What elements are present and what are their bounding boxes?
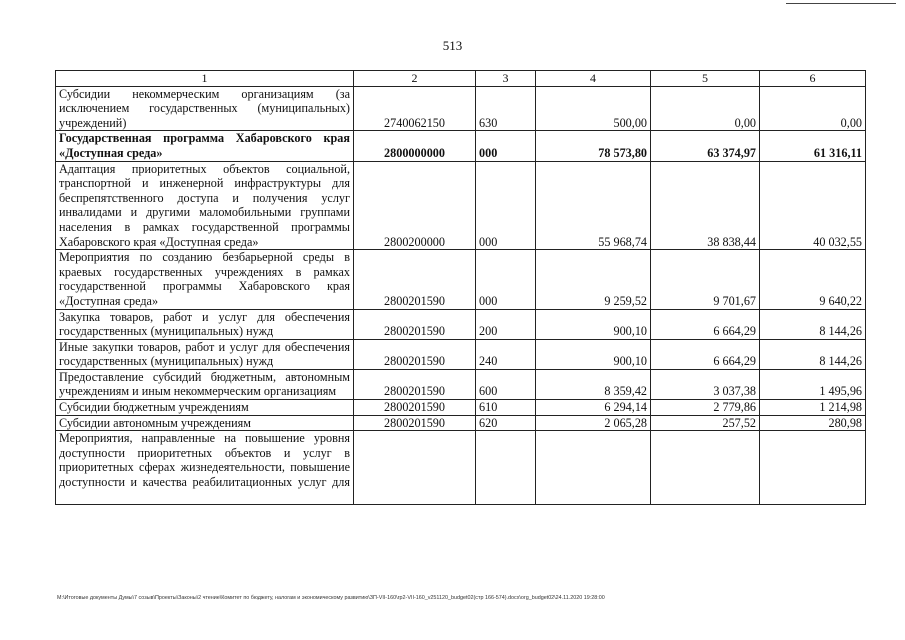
row-value-cell: 1 495,96 [760,369,866,399]
row-code-cell: 2800201590 [354,339,476,369]
row-name-cell: Субсидии некоммерческим организациям (за исключением государственных (муниципальных) учреждений) [56,86,354,131]
row-type-cell: 240 [476,339,536,369]
row-value-cell: 63 374,97 [651,131,760,161]
row-value-cell: 0,00 [651,86,760,131]
row-value-cell: 9 640,22 [760,250,866,309]
row-code-cell: 2740062150 [354,86,476,131]
row-value-cell: 6 664,29 [651,309,760,339]
row-name-cell: Субсидии автономным учреждениям [56,415,354,431]
row-name-cell: Мероприятия, направленные на повышение уровня доступности приоритетных объектов и услуг в приоритетных сферах жизнедеятельности, повышение доступности и качества реабилитационных услуг для [56,431,354,505]
row-type-cell: 000 [476,131,536,161]
row-value-cell: 3 037,38 [651,369,760,399]
corner-rule [786,3,896,4]
row-code-cell: 2800201590 [354,400,476,416]
page-number: 513 [442,38,463,53]
row-value-cell: 2 065,28 [536,415,651,431]
row-value-cell: 0,00 [760,86,866,131]
row-value-cell: 500,00 [536,86,651,131]
row-value-cell: 8 144,26 [760,309,866,339]
table-row [56,415,866,431]
header-cell: 2 [354,71,476,87]
row-value-cell: 257,52 [651,415,760,431]
row-name-cell: Иные закупки товаров, работ и услуг для обеспечения государственных (муниципальных) нужд [56,339,354,369]
row-name-cell: Адаптация приоритетных объектов социальной, транспортной и инженерной инфраструктуры для беспрепятственного доступа и получения услуг инвалидами и другими маломобильными группами населения в рамках государственной программы Хабаровского края «Доступная среда» [56,161,354,250]
row-code-cell: 2800000000 [354,131,476,161]
table-row [56,131,866,161]
table-row [56,86,866,131]
row-value-cell: 6 294,14 [536,400,651,416]
header-cell: 3 [476,71,536,87]
table-row [56,431,866,505]
row-value-cell: 1 214,98 [760,400,866,416]
header-cell: 4 [536,71,651,87]
row-type-cell: 200 [476,309,536,339]
row-value-cell: 6 664,29 [651,339,760,369]
row-value-cell [760,431,866,505]
table-header-row [56,71,866,87]
row-value-cell: 55 968,74 [536,161,651,250]
header-cell: 6 [760,71,866,87]
row-type-cell [476,431,536,505]
row-value-cell [651,431,760,505]
table-row [56,250,866,309]
row-value-cell: 900,10 [536,309,651,339]
row-code-cell: 2800201590 [354,309,476,339]
header-cell: 1 [56,71,354,87]
row-value-cell: 40 032,55 [760,161,866,250]
row-type-cell: 000 [476,250,536,309]
row-value-cell: 78 573,80 [536,131,651,161]
table-row [56,339,866,369]
row-value-cell: 9 259,52 [536,250,651,309]
row-value-cell: 9 701,67 [651,250,760,309]
row-code-cell: 2800201590 [354,250,476,309]
row-value-cell: 280,98 [760,415,866,431]
row-value-cell: 38 838,44 [651,161,760,250]
header-cell: 5 [651,71,760,87]
row-code-cell: 2800201590 [354,415,476,431]
row-value-cell: 61 316,11 [760,131,866,161]
table-row [56,161,866,250]
row-type-cell: 620 [476,415,536,431]
row-name-cell: Мероприятия по созданию безбарьерной среды в краевых государственных учреждениях в рамках государственной программы Хабаровского края «Доступная среда» [56,250,354,309]
row-name-cell: Закупка товаров, работ и услуг для обеспечения государственных (муниципальных) нужд [56,309,354,339]
budget-table [55,70,866,505]
row-type-cell: 600 [476,369,536,399]
row-name-cell: Государственная программа Хабаровского края «Доступная среда» [56,131,354,161]
row-value-cell: 2 779,86 [651,400,760,416]
table-row [56,369,866,399]
row-type-cell: 610 [476,400,536,416]
row-code-cell: 2800201590 [354,369,476,399]
row-name-cell: Субсидии бюджетным учреждениям [56,400,354,416]
table-row [56,400,866,416]
row-value-cell: 8 359,42 [536,369,651,399]
row-code-cell: 2800200000 [354,161,476,250]
row-value-cell: 8 144,26 [760,339,866,369]
row-type-cell: 000 [476,161,536,250]
row-type-cell: 630 [476,86,536,131]
file-path-footer: M:\Итоговые документы Думы\7 созыв\Проекты\Законы\2 чтение\Комитет по бюджету, налогам и экономическому развитию\ЗП-VII-160\гр2-VII-160_v251120_budget02(стр 166-574).docx\org_budget02\24.11.2020 19:28:00 [57,595,605,601]
table-row [56,309,866,339]
row-code-cell [354,431,476,505]
row-name-cell: Предоставление субсидий бюджетным, автономным учреждениям и иным некоммерческим организациям [56,369,354,399]
row-value-cell [536,431,651,505]
row-value-cell: 900,10 [536,339,651,369]
